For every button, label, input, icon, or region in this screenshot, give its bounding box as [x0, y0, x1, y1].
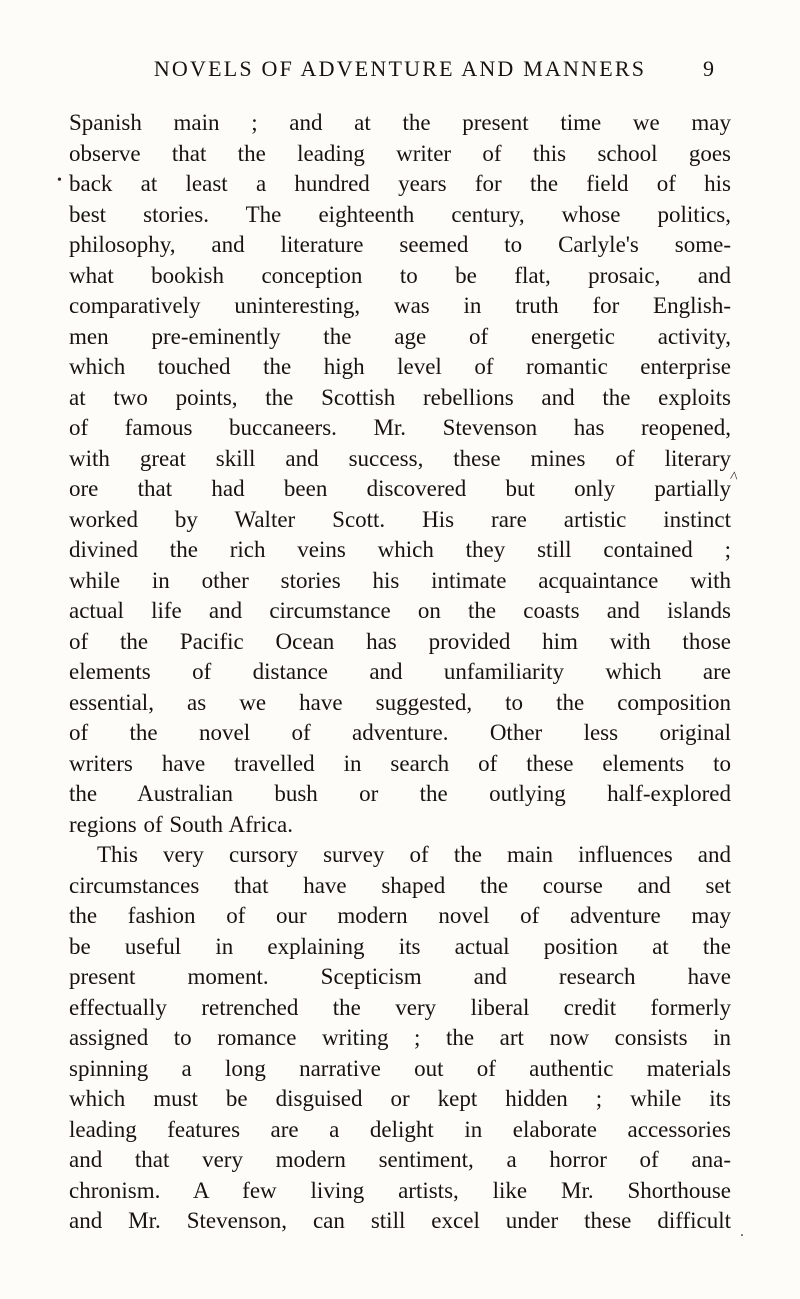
stray-dot-ink-mark: . [740, 1223, 744, 1240]
caret-ink-mark: ^ [729, 468, 739, 487]
text-line: of the Pacific Ocean has provided him with those [69, 628, 731, 654]
text-line: worked by Walter Scott. His rare artistic instinct [69, 506, 731, 532]
text-line: be useful in explaining its actual position at the [69, 933, 731, 959]
text-line: which touched the high level of romantic enterprise [69, 354, 731, 379]
text-line: back at least a hundred years for the field of his [69, 171, 731, 196]
text-line: This very cursory survey of the main influences and [97, 842, 731, 867]
text-line: divined the rich veins which they still contained ; [69, 537, 731, 562]
text-line: what bookish conception to be flat, prosaic, and [69, 262, 731, 288]
text-line: Spanish main ; and at the present time we may [69, 110, 731, 135]
text-block [69, 108, 731, 1237]
text-line: and that very modern sentiment, a horror of ana- [69, 1147, 731, 1172]
page-number: 9 [703, 56, 714, 81]
text-line: leading features are a delight in elaborate accessories [69, 1116, 731, 1142]
text-line: and Mr. Stevenson, can still excel under these difficult [69, 1208, 731, 1233]
text-line: elements of distance and unfamiliarity which are [69, 659, 731, 684]
text-line: writers have travelled in search of these elements to [69, 750, 731, 776]
text-line: observe that the leading writer of this school goes [69, 140, 731, 166]
paragraph [69, 840, 731, 1237]
text-line: the Australian bush or the outlying half-explored [69, 781, 731, 806]
text-line: best stories. The eighteenth century, whose politics, [69, 201, 731, 227]
text-line: circumstances that have shaped the course and set [69, 872, 731, 898]
text-line: assigned to romance writing ; the art now consists in [69, 1025, 731, 1050]
text-line: essential, as we have suggested, to the composition [69, 689, 731, 715]
text-line: actual life and circumstance on the coasts and islands [69, 598, 731, 623]
header-title: NOVELS OF ADVENTURE AND MANNERS [153, 56, 647, 81]
text-line: ore that had been discovered but only partially [69, 476, 731, 501]
text-line: present moment. Scepticism and research have [69, 964, 731, 989]
paragraph [69, 108, 731, 840]
text-line: chronism. A few living artists, like Mr. Shorthouse [69, 1177, 731, 1203]
text-line: comparatively uninteresting, was in truth for English- [69, 293, 731, 318]
margin-dot-ink-mark: • [57, 173, 62, 188]
text-line: of the novel of adventure. Other less original [69, 720, 731, 745]
text-line: regions of South Africa. [69, 811, 294, 837]
text-line: effectually retrenched the very liberal credit formerly [69, 994, 731, 1020]
text-line: philosophy, and literature seemed to Carlyle's some- [69, 232, 731, 257]
running-header [70, 0, 730, 82]
text-line: with great skill and success, these mines of literary [69, 445, 731, 471]
text-line: which must be disguised or kept hidden ; while its [69, 1086, 731, 1111]
text-line: men pre-eminently the age of energetic activity, [69, 323, 731, 349]
text-line: the fashion of our modern novel of adventure may [69, 903, 731, 928]
text-line: spinning a long narrative out of authentic materials [69, 1055, 731, 1081]
text-line: of famous buccaneers. Mr. Stevenson has reopened, [69, 415, 731, 440]
text-line: while in other stories his intimate acquaintance with [69, 567, 731, 593]
text-line: at two points, the Scottish rebellions and the exploits [69, 384, 731, 410]
